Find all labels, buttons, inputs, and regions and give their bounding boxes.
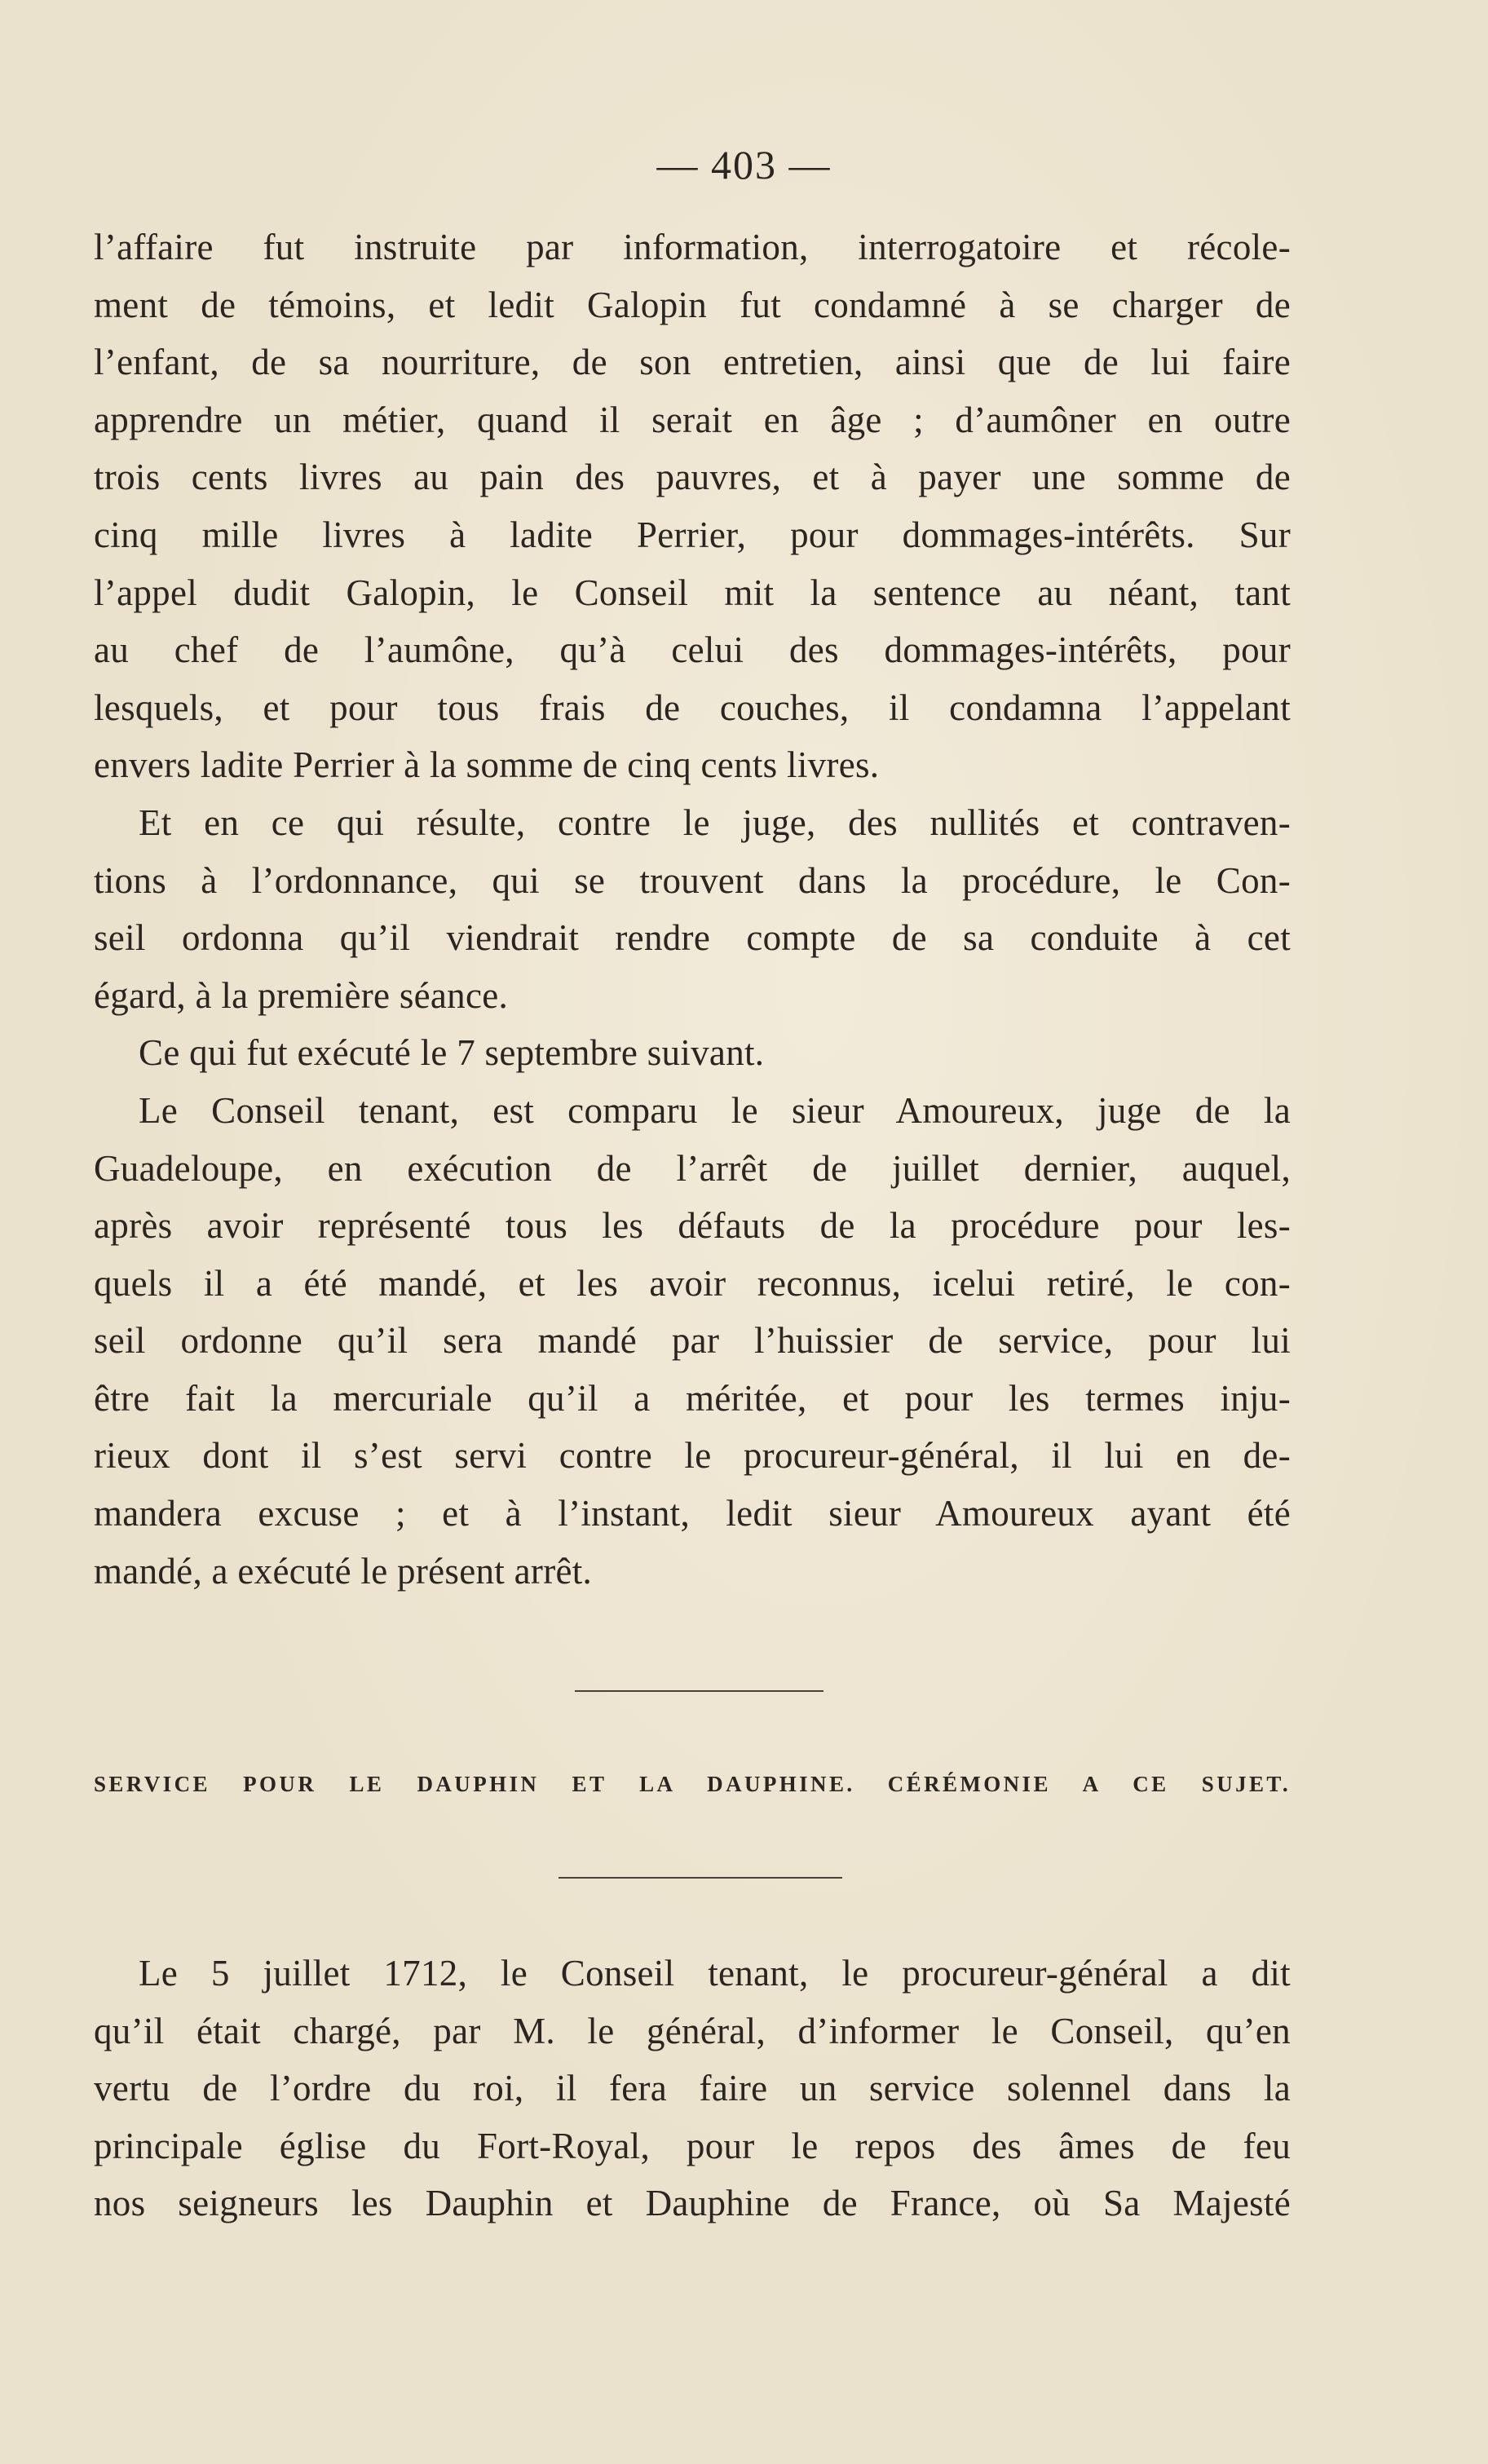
text-line: qu’il était chargé, par M. le général, d’informer le Conseil, qu’en bbox=[94, 2010, 1291, 2051]
text-line: mandera excuse ; et à l’instant, ledit sieur Amoureux ayant été bbox=[94, 1493, 1291, 1534]
text-line: Le Conseil tenant, est comparu le sieur Amoureux, juge de la bbox=[139, 1089, 1291, 1131]
text-line: Et en ce qui résulte, contre le juge, des nullités et contraven- bbox=[139, 801, 1291, 843]
text-line: l’affaire fut instruite par information, interrogatoire et récole- bbox=[94, 227, 1291, 267]
text-line: après avoir représenté tous les défauts de la procédure pour les- bbox=[94, 1205, 1291, 1247]
section-title: SERVICE POUR LE DAUPHIN ET LA DAUPHINE. CÉRÉMONIE A CE SUJET. bbox=[94, 1772, 1291, 1796]
text-line: tions à l’ordonnance, qui se trouvent dans la procédure, le Con- bbox=[94, 859, 1291, 901]
page-number: — 403 — bbox=[656, 142, 832, 188]
text-line: Guadeloupe, en exécution de l’arrêt de juillet dernier, auquel, bbox=[94, 1147, 1291, 1189]
text-line: mandé, a exécuté le présent arrêt. bbox=[94, 1550, 593, 1592]
divider-rule-top bbox=[575, 1690, 823, 1692]
text-line: nos seigneurs les Dauphin et Dauphine de France, où Sa Majesté bbox=[94, 2183, 1291, 2224]
text-line: au chef de l’aumône, qu’à celui des dommages-intérêts, pour bbox=[94, 629, 1291, 671]
text-line: quels il a été mandé, et les avoir reconnus, icelui retiré, le con- bbox=[94, 1262, 1291, 1304]
text-block-2 bbox=[94, 1945, 1291, 2232]
text-line: lesquels, et pour tous frais de couches, il condamna l’appelant bbox=[94, 687, 1291, 728]
text-line: égard, à la première séance. bbox=[94, 974, 509, 1016]
text-line: trois cents livres au pain des pauvres, et à payer une somme de bbox=[94, 457, 1291, 498]
text-line: seil ordonna qu’il viendrait rendre compte de sa conduite à cet bbox=[94, 917, 1291, 959]
text-line: rieux dont il s’est servi contre le procureur-général, il lui en de- bbox=[94, 1435, 1291, 1477]
text-line: ment de témoins, et ledit Galopin fut condamné à se charger de bbox=[94, 284, 1291, 325]
text-line: Ce qui fut exécuté le 7 septembre suivant. bbox=[139, 1032, 765, 1074]
text-line: cinq mille livres à ladite Perrier, pour dommages-intérêts. Sur bbox=[94, 514, 1291, 555]
text-block-1 bbox=[94, 219, 1291, 1600]
text-line: vertu de l’ordre du roi, il fera faire un service solennel dans la bbox=[94, 2068, 1291, 2109]
text-line: être fait la mercuriale qu’il a méritée, et pour les termes inju- bbox=[94, 1377, 1291, 1419]
divider-rule-bottom bbox=[559, 1877, 842, 1879]
text-line: apprendre un métier, quand il serait en âge ; d’aumôner en outre bbox=[94, 399, 1291, 440]
text-line: envers ladite Perrier à la somme de cinq cents livres. bbox=[94, 744, 880, 786]
text-line: l’enfant, de sa nourriture, de son entretien, ainsi que de lui faire bbox=[94, 342, 1291, 383]
text-line: principale église du Fort-Royal, pour le repos des âmes de feu bbox=[94, 2125, 1291, 2166]
text-line: Le 5 juillet 1712, le Conseil tenant, le procureur-général a dit bbox=[139, 1953, 1291, 1994]
text-line: l’appel dudit Galopin, le Conseil mit la sentence au néant, tant bbox=[94, 572, 1291, 613]
text-line: seil ordonne qu’il sera mandé par l’huissier de service, pour lui bbox=[94, 1320, 1291, 1362]
